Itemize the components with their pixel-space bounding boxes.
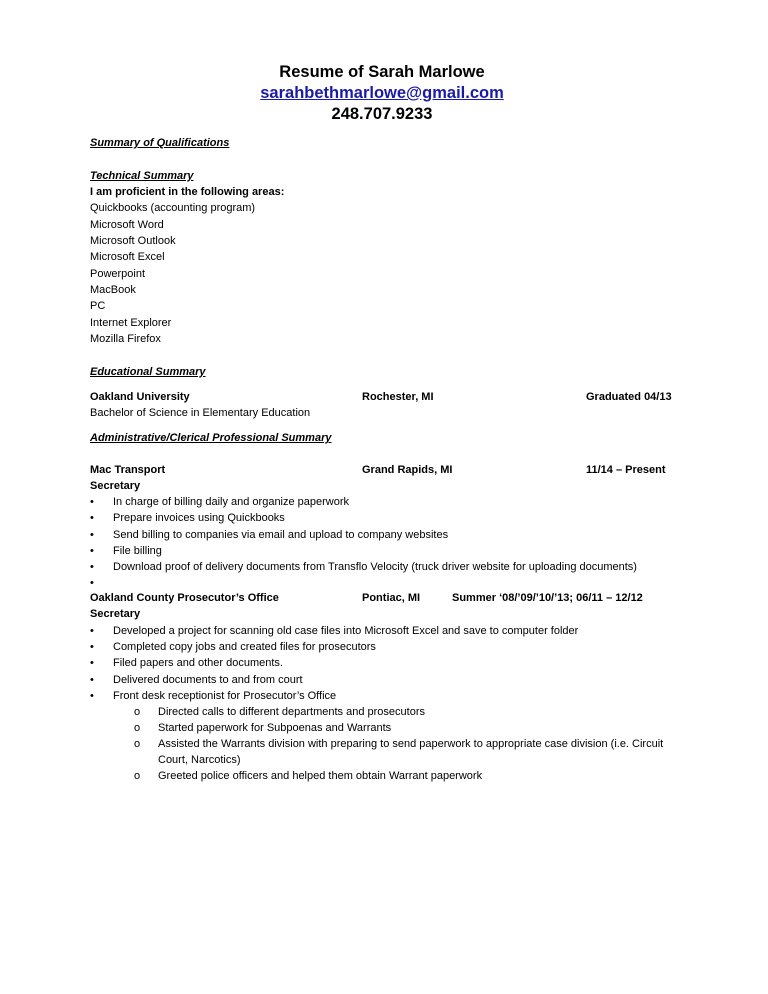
bullet-icon: •: [90, 577, 94, 590]
duty-item: • File billing: [90, 543, 690, 559]
sub-duty-item: o Directed calls to different departments and prosecutors: [134, 706, 425, 719]
skill-item: Microsoft Word: [90, 218, 164, 231]
duty-item: [90, 575, 690, 590]
education-heading: Educational Summary: [90, 365, 206, 378]
bullet-icon: •: [90, 673, 94, 686]
job-dates: Summer ‘08/’09/’10/’13; 06/11 – 12/12: [452, 592, 643, 605]
duty-list: [90, 494, 690, 590]
duty-list: [90, 623, 690, 704]
sub-duty-item: o Greeted police officers and helped them obtain Warrant paperwork: [134, 770, 483, 783]
job-header-row: [90, 462, 690, 478]
skill-item: PC: [90, 300, 106, 313]
bullet-icon: •: [90, 512, 94, 525]
resume-page: [90, 62, 690, 784]
duty-item: • Developed a project for scanning old case files into Microsoft Excel and save to computer folder: [90, 623, 690, 639]
skill-item: MacBook: [90, 283, 136, 296]
employer-name: Oakland County Prosecutor’s Office: [90, 592, 279, 605]
bullet-icon: •: [90, 657, 94, 670]
sub-duty-item: o Started paperwork for Subpoenas and Warrants: [134, 722, 392, 735]
skill-item: Powerpoint: [90, 267, 146, 280]
duty-item: • Delivered documents to and from court: [90, 672, 690, 688]
job-title: Secretary: [90, 479, 141, 492]
sub-duty-list: [90, 704, 690, 784]
circle-bullet-icon: o: [134, 722, 141, 735]
resume-header: [82, 62, 682, 125]
sub-duty-item: o Assisted the Warrants division with preparing to send paperwork to appropriate case division (i.e. Circuit Court, Narcotics): [134, 738, 664, 767]
bullet-icon: •: [90, 641, 94, 654]
technical-intro: I am proficient in the following areas:: [90, 186, 285, 199]
education-row: [90, 389, 690, 405]
employer-name: Mac Transport: [90, 463, 166, 476]
duty-item: • Download proof of delivery documents from Transflo Velocity (truck driver website for uploading documents): [90, 559, 690, 575]
job-dates: 11/14 – Present: [586, 463, 666, 476]
duty-item: • Send billing to companies via email and upload to company websites: [90, 527, 690, 543]
skill-item: Internet Explorer: [90, 316, 172, 329]
bullet-icon: •: [90, 624, 94, 637]
skill-item: Mozilla Firefox: [90, 332, 161, 345]
duty-item: • Prepare invoices using Quickbooks: [90, 510, 690, 526]
job-location: Grand Rapids, MI: [362, 463, 453, 476]
technical-heading: Technical Summary: [90, 169, 194, 182]
job-entry: [90, 590, 690, 784]
degree: Bachelor of Science in Elementary Education: [90, 407, 311, 420]
job-entry: [90, 462, 690, 591]
skill-item: Microsoft Outlook: [90, 235, 176, 248]
school-location: Rochester, MI: [362, 391, 434, 404]
graduation-date: Graduated 04/13: [586, 391, 672, 404]
job-location: Pontiac, MI: [362, 592, 421, 605]
bullet-icon: •: [90, 528, 94, 541]
job-title: Secretary: [90, 608, 141, 621]
bullet-icon: •: [90, 689, 94, 702]
circle-bullet-icon: o: [134, 706, 141, 719]
phone-number: 248.707.9233: [331, 105, 433, 123]
duty-item: • Completed copy jobs and created files for prosecutors: [90, 639, 690, 655]
duty-item: • Filed papers and other documents.: [90, 655, 690, 671]
resume-title: Resume of Sarah Marlowe: [279, 63, 485, 81]
job-header-row: [90, 590, 690, 606]
duty-item: • In charge of billing daily and organize paperwork: [90, 494, 690, 510]
bullet-icon: •: [90, 495, 94, 508]
circle-bullet-icon: o: [134, 770, 141, 783]
email-link[interactable]: sarahbethmarlowe@gmail.com: [260, 84, 504, 102]
circle-bullet-icon: o: [134, 738, 141, 751]
bullet-icon: •: [90, 544, 94, 557]
bullet-icon: •: [90, 561, 94, 574]
summary-heading: Summary of Qualifications: [90, 137, 230, 149]
skill-item: Quickbooks (accounting program): [90, 202, 256, 215]
duty-item: • Front desk receptionist for Prosecutor’s Office: [90, 688, 690, 704]
school-name: Oakland University: [90, 391, 190, 404]
skill-item: Microsoft Excel: [90, 251, 165, 264]
admin-heading: Administrative/Clerical Professional Summary: [90, 432, 332, 445]
skills-list: [90, 200, 690, 347]
